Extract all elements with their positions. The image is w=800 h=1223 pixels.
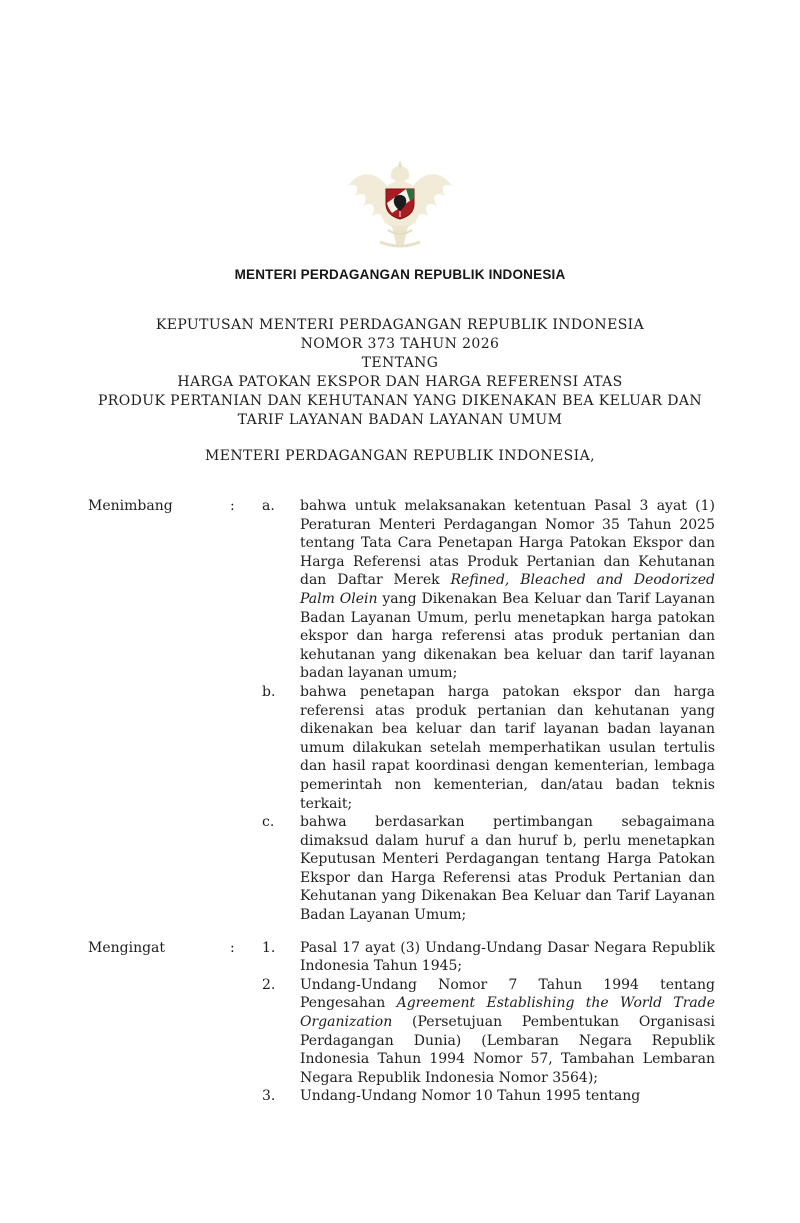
section-mengingat: [88, 939, 715, 1106]
title-line-decree: KEPUTUSAN MENTERI PERDAGANGAN REPUBLIK INDONESIA: [155, 317, 645, 333]
section-label: Mengingat: [88, 939, 166, 956]
list-item: [262, 939, 715, 976]
decree-body: [88, 497, 715, 1106]
section-label: Menimbang: [88, 498, 173, 514]
title-line-tentang: TENTANG: [361, 355, 439, 371]
list-item: [262, 813, 715, 925]
list-item: [262, 1087, 715, 1106]
mengingat-items: [262, 939, 715, 1106]
item-marker: 2.: [262, 976, 276, 993]
garuda-emblem-icon: [344, 158, 456, 250]
ministry-emblem: [344, 158, 456, 250]
item-text: Undang-Undang Nomor 7 Tahun 1994 tentang Pengesahan Agreement Establishing the World Trade Organization (Persetujuan Pembentukan Organisasi Perdagangan Dunia) (Lembaran Negara Republik Indonesia Tahun 1994 Nomor 57, Tambahan Lembaran Negara Republik Indonesia Nomor 3564);: [300, 976, 715, 1086]
item-marker: 3.: [262, 1088, 276, 1105]
item-marker: a.: [262, 498, 275, 514]
list-item: [262, 976, 715, 1088]
title-line-subject-2: PRODUK PERTANIAN DAN KEHUTANAN YANG DIKENAKAN BEA KELUAR DAN: [97, 393, 703, 409]
item-marker: b.: [262, 683, 276, 700]
salutation-line: MENTERI PERDAGANGAN REPUBLIK INDONESIA,: [205, 448, 595, 464]
item-marker: c.: [262, 814, 275, 831]
item-text: Pasal 17 ayat (3) Undang-Undang Dasar Negara Republik Indonesia Tahun 1945;: [300, 939, 715, 975]
item-text: bahwa untuk melaksanakan ketentuan Pasal 3 ayat (1) Peraturan Menteri Perdagangan Nomor 35 Tahun 2025 tentang Tata Cara Penetapan Harga Patokan Ekspor dan Harga Referensi atas Produk Pertanian dan Kehutanan dan Daftar Merek Refined, Bleached and Deodorized Palm Olein yang Dikenakan Bea Keluar dan Tarif Layanan Badan Layanan Umum, perlu menetapkan harga patokan ekspor dan harga referensi atas produk pertanian dan kehutanan yang dikenakan bea keluar dan tarif layanan badan layanan umum;: [300, 498, 715, 682]
list-item: [262, 497, 715, 683]
section-menimbang: [88, 497, 715, 925]
item-marker: 1.: [262, 939, 276, 956]
title-line-number: NOMOR 373 TAHUN 2026: [300, 336, 500, 352]
list-item: [262, 683, 715, 813]
ministry-header-title: MENTERI PERDAGANGAN REPUBLIK INDONESIA: [234, 267, 566, 282]
section-colon: :: [230, 498, 235, 514]
item-text: Undang-Undang Nomor 10 Tahun 1995 tentang: [300, 1088, 641, 1105]
title-line-subject-1: HARGA PATOKAN EKSPOR DAN HARGA REFERENSI ATAS: [177, 374, 623, 390]
menimbang-items: [262, 497, 715, 925]
decree-title-block: [0, 316, 800, 430]
section-colon: :: [230, 939, 235, 956]
item-text: bahwa penetapan harga patokan ekspor dan harga referensi atas produk pertanian dan kehutanan yang dikenakan bea keluar dan tarif layanan badan layanan umum dilakukan setelah memperhatikan usulan tertulis dan hasil rapat koordinasi dengan kementerian, lembaga pemerintah non kementerian, dan/atau badan teknis terkait;: [300, 683, 715, 812]
title-line-subject-3: TARIF LAYANAN BADAN LAYANAN UMUM: [237, 412, 563, 428]
item-text: bahwa berdasarkan pertimbangan sebagaimana dimaksud dalam huruf a dan huruf b, perlu menetapkan Keputusan Menteri Perdagangan tentang Harga Patokan Ekspor dan Harga Referensi atas Produk Pertanian dan Kehutanan yang Dikenakan Bea Keluar dan Tarif Layanan Badan Layanan Umum;: [300, 814, 715, 924]
